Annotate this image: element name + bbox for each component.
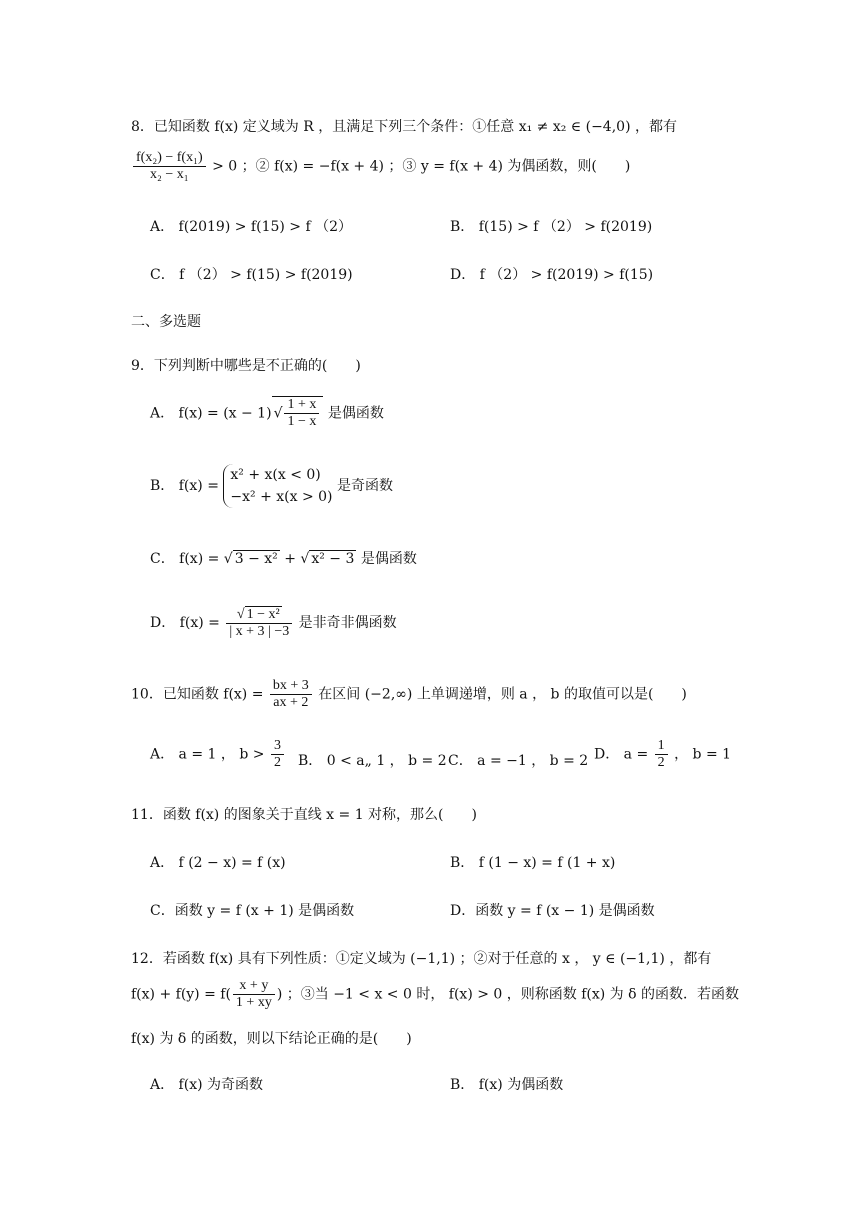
q12-option-a: A． f(x) 为奇函数 [150, 1077, 264, 1093]
q10-stem [131, 678, 687, 711]
q9-a-sqrt-num: 1 + x [284, 397, 319, 414]
q9-c-suffix: 是偶函数 [360, 551, 417, 567]
q9-b-case1: x² + x(x < 0) [230, 467, 321, 483]
q9-option-a [150, 396, 384, 430]
q9-stem: 9．下列判断中哪些是不正确的( ) [131, 358, 361, 374]
q8-frac-den: x₂ − x₁ [149, 167, 189, 182]
q10-option-a [150, 738, 286, 771]
q9-a-sqrt-den: 1 − x [287, 414, 317, 429]
q12-fraction [233, 978, 275, 1011]
q10-d-prefix: D． a = [594, 746, 649, 763]
q10-fraction [270, 678, 312, 711]
q12-line2 [131, 978, 739, 1011]
q9-c-sqrt1: 3 − x² [234, 551, 278, 567]
q10-a-den: 2 [273, 755, 281, 770]
q11-option-a: A． f (2 − x) = f (x) [150, 855, 286, 871]
q10-d-den: 2 [657, 755, 665, 770]
section-title: 二、多选题 [131, 314, 201, 330]
q9-b-suffix: 是奇函数 [336, 478, 393, 494]
q11-option-c: C．函数 y = f (x + 1) 是偶函数 [150, 903, 355, 919]
q10-d-suffix: ， b = 1 [674, 746, 732, 763]
q10-frac-num: bx + 3 [270, 678, 312, 695]
q10-d-num: 1 [655, 738, 668, 755]
q12-frac-num: x + y [233, 978, 275, 995]
q12-line1: 12．若函数 f(x) 具有下列性质：①定义域为 (−1,1) ；②对于任意的 x ， y ∈ (−1,1) ，都有 [131, 951, 712, 967]
q9-c-prefix: C． f(x) = [150, 551, 220, 567]
q9-option-b [150, 464, 393, 508]
q8-option-c: C． f （2） > f(15) > f(2019) [150, 267, 353, 283]
q8-frac-num: f(x₂) − f(x₁) [133, 150, 206, 167]
q9-a-suffix: 是偶函数 [327, 405, 384, 422]
q9-d-den: | x + 3 | −3 [229, 624, 290, 639]
q11-option-d: D．函数 y = f (x − 1) 是偶函数 [450, 903, 655, 919]
q10-option-c: C． a = −1 ， b = 2 [448, 753, 589, 769]
q8-stem-line2 [131, 150, 630, 183]
q10-stem-suffix: 在区间 (−2,∞) 上单调递增，则 a ， b 的取值可以是( ) [318, 686, 687, 703]
q9-option-d [150, 606, 397, 640]
q8-stem-line1: 8．已知函数 f(x) 定义域为 R ，且满足下列三个条件：①任意 x₁ ≠ x₂ ∈ (−4,0) ，都有 [131, 119, 677, 135]
q12-line2-prefix: f(x) + f(y) = f( [131, 986, 231, 1003]
q11-stem: 11．函数 f(x) 的图象关于直线 x = 1 对称，那么( ) [131, 807, 477, 823]
q9-a-sqrt: √ $\frac{1 + x}{1 - x}$ [272, 396, 324, 430]
q9-d-prefix: D． f(x) = [150, 615, 220, 631]
q9-c-plus: + [284, 551, 296, 567]
q10-d-fraction [655, 738, 668, 771]
q9-d-suffix: 是非奇非偶函数 [298, 615, 397, 631]
q9-option-c: C． f(x) = √ 3 − x² + √ x² − 3 是偶函数 [150, 551, 417, 567]
q8-option-b: B． f(15) > f （2） > f(2019) [450, 219, 653, 235]
q8-line2-rest: > 0 ；② f(x) = −f(x + 4) ；③ y = f(x + 4) 为偶函数，则( ) [212, 158, 631, 175]
q10-frac-den: ax + 2 [273, 695, 309, 710]
q10-a-prefix: A． a = 1 ， b > [150, 746, 265, 763]
q10-a-num: 3 [271, 738, 284, 755]
q9-b-case2: −x² + x(x > 0) [230, 489, 333, 505]
q9-d-num: 1 − x² [246, 607, 280, 622]
q9-b-piecewise [223, 464, 332, 508]
q9-a-prefix: A． f(x) = (x − 1) [150, 405, 272, 422]
q10-option-b: B． 0 < a„ 1 ， b = 2 [298, 753, 447, 769]
q9-b-prefix: B． f(x) = [150, 478, 219, 494]
q8-option-a: A． f(2019) > f(15) > f （2） [150, 219, 353, 235]
q10-stem-prefix: 10．已知函数 f(x) = [131, 686, 264, 703]
q12-frac-den: 1 + xy [235, 995, 272, 1010]
q10-option-d [594, 738, 731, 771]
q12-line2-suffix: ) ；③当 −1 < x < 0 时， f(x) > 0 ，则称函数 f(x) 为 δ 的函数．若函数 [276, 986, 740, 1003]
q12-line3: f(x) 为 δ 的函数，则以下结论正确的是( ) [131, 1031, 412, 1047]
q10-a-fraction [271, 738, 284, 771]
q12-option-b: B． f(x) 为偶函数 [450, 1077, 564, 1093]
q9-c-sqrt2: x² − 3 [311, 551, 355, 567]
q11-option-b: B． f (1 − x) = f (1 + x) [450, 855, 616, 871]
q9-d-fraction: $\frac{\text{√ 1 − x²}}{| x + 3 | -3}$ [226, 606, 292, 640]
q8-option-d: D． f （2） > f(2019) > f(15) [450, 267, 654, 283]
q8-fraction [133, 150, 206, 183]
